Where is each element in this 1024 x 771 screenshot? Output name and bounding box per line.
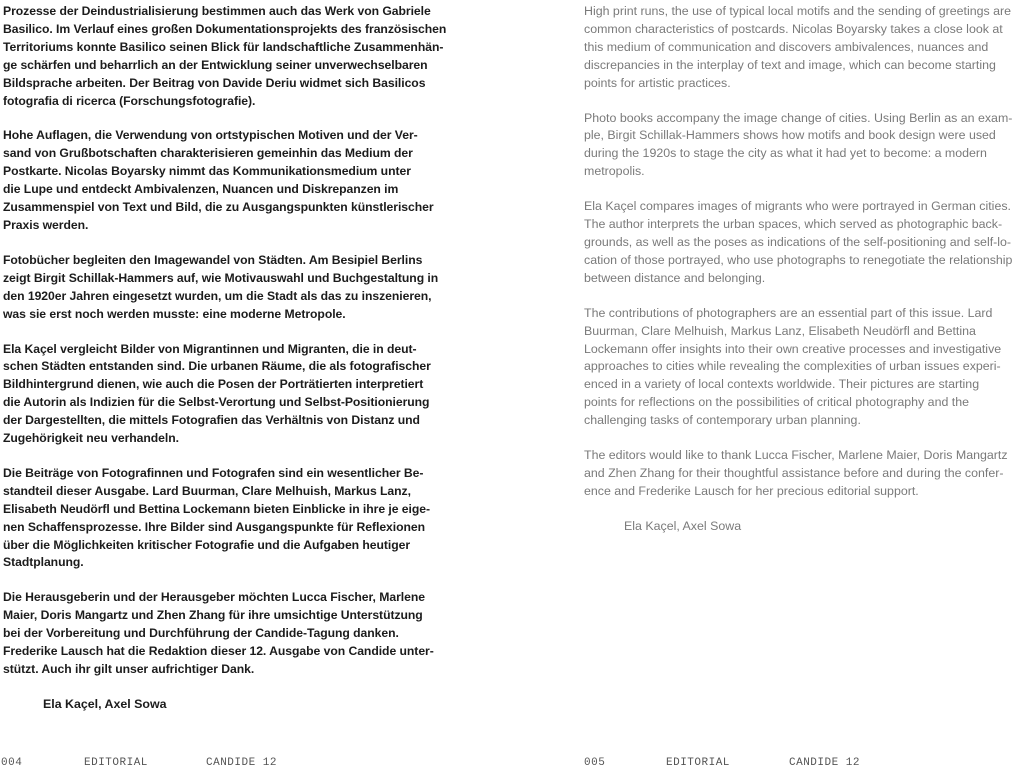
text-line: was sie erst noch werden musste: eine moderne Metropole. xyxy=(3,306,346,321)
text-line: Bildsprache arbeiten. Der Beitrag von Davide Deriu widmet sich Basilicos xyxy=(3,75,426,90)
text-line: Ela Kaçel compares images of migrants who were portrayed in German cities. xyxy=(584,199,1011,214)
text-line: Prozesse der Deindustrialisierung bestimmen auch das Werk von Gabriele xyxy=(3,4,431,18)
paragraph xyxy=(584,110,1012,182)
text-line: Maier, Doris Mangartz und Zhen Zhang für ihre umsichtige Unterstützung xyxy=(3,608,423,623)
paragraph xyxy=(584,3,1012,93)
text-line: Elisabeth Neudörfl und Bettina Lockemann bieten Einblicke in ihre je eige- xyxy=(3,501,431,516)
text-line: The editors would like to thank Lucca Fischer, Marlene Maier, Doris Mangartz xyxy=(584,448,1008,463)
text-line: Hohe Auflagen, die Verwendung von ortstypischen Motiven und der Ver- xyxy=(3,128,418,143)
text-line: stützt. Auch ihr gilt unser aufrichtiger Dank. xyxy=(3,662,255,676)
text-line: Zusammenspiel von Text und Bild, die zu Ausgangspunkten künstlerischer xyxy=(3,200,434,215)
text-line: standteil dieser Ausgabe. Lard Buurman, Clare Melhuish, Markus Lanz, xyxy=(3,483,411,498)
paragraph xyxy=(3,3,446,110)
text-line: points for artistic practices. xyxy=(584,75,731,90)
text-line: cation of those portrayed, who use photographs to renegotiate the relationship xyxy=(584,252,1013,267)
text-line: points for reflections on the possibilities of critical photography and the xyxy=(584,395,970,410)
text-line: Praxis werden. xyxy=(3,217,89,232)
text-line: Stadtplanung. xyxy=(3,555,84,570)
paragraph xyxy=(3,465,446,572)
text-line: Zugehörigkeit neu verhandeln. xyxy=(3,431,179,446)
text-line: discrepancies in the interplay of text and image, which can become starting xyxy=(584,57,996,72)
text-line: High print runs, the use of typical local motifs and the sending of greetings are xyxy=(584,4,1012,18)
section-label: EDITORIAL xyxy=(84,757,148,769)
paragraph xyxy=(3,252,446,324)
text-line: nen Schaffensprozesse. Ihre Bilder sind Ausgangspunkte für Reflexionen xyxy=(3,519,426,534)
publication-label: CANDIDE 12 xyxy=(789,757,861,769)
text-line: Ela Kaçel vergleicht Bilder von Migrantinnen und Migranten, die in deut- xyxy=(3,341,417,356)
text-line: die Autorin als Indizien für die Selbst-Verortung und Selbst-Positionierung xyxy=(3,395,430,410)
page-number: 005 xyxy=(584,757,606,769)
text-line: Lockemann offer insights into their own creative processes and investigative xyxy=(584,341,1002,356)
publication-label: CANDIDE 12 xyxy=(206,757,278,769)
german-editorial-text xyxy=(3,3,446,714)
paragraph xyxy=(584,305,1012,430)
text-line: enced in a variety of local contexts worldwide. Their pictures are starting xyxy=(584,377,980,392)
text-line: den 1920er Jahren eingesetzt wurden, um die Stadt als das zu inszenieren, xyxy=(3,288,432,303)
text-line: bei der Vorbereitung und Durchführung der Candide-Tagung danken. xyxy=(3,626,399,641)
text-line: zeigt Birgit Schillak-Hammers auf, wie Motivauswahl und Buchgestaltung in xyxy=(3,270,439,285)
text-line: ple, Birgit Schillak-Hammers shows how motifs and book design were used xyxy=(584,128,996,143)
text-line: Frederike Lausch hat die Redaktion dieser 12. Ausgabe von Candide unter- xyxy=(3,644,434,659)
text-line: and Zhen Zhang for their thoughtful assistance before and during the confer- xyxy=(584,465,1004,480)
text-line: between distance and belonging. xyxy=(584,270,766,285)
left-page-footer xyxy=(0,757,512,771)
text-line: Photo books accompany the image change of cities. Using Berlin as an exam- xyxy=(584,110,1013,125)
text-line: The author interprets the urban spaces, which served as photographic back- xyxy=(584,217,1003,232)
text-line: during the 1920s to stage the city as what it had yet to become: a modern xyxy=(584,146,987,161)
paragraph xyxy=(3,589,446,679)
text-line: Fotobücher begleiten den Imagewandel von Städten. Am Besipiel Berlins xyxy=(3,252,423,267)
text-line: The contributions of photographers are an essential part of this issue. Lard xyxy=(584,305,993,320)
text-line: Bildhintergrund dienen, wie auch die Posen der Porträtierten interpretiert xyxy=(3,377,424,392)
section-label: EDITORIAL xyxy=(666,757,730,769)
text-line: sand von Grußbotschaften charakterisieren gemeinhin das Medium der xyxy=(3,146,413,161)
paragraph xyxy=(3,341,446,448)
text-line: Die Beiträge von Fotografinnen und Fotografen sind ein wesentlicher Be- xyxy=(3,465,424,480)
text-line: Die Herausgeberin und der Herausgeber möchten Lucca Fischer, Marlene xyxy=(3,590,425,605)
text-line: ence and Frederike Lausch for her precious editorial support. xyxy=(584,483,919,498)
text-line: die Lupe und entdeckt Ambivalenzen, Nuancen und Diskrepanzen im xyxy=(3,182,399,197)
paragraph xyxy=(584,447,1012,501)
text-line: der Dargestellten, die mittels Fotografien das Verhältnis von Distanz und xyxy=(3,413,420,428)
english-editorial-text xyxy=(584,3,1012,536)
text-line: Basilico. Im Verlauf eines großen Dokumentationsprojekts des französischen xyxy=(3,21,447,36)
paragraph xyxy=(584,198,1012,288)
text-line: über die Möglichkeiten kritischer Fotografie und die Aufgaben heutiger xyxy=(3,537,411,552)
text-line: challenging tasks of contemporary urban planning. xyxy=(584,413,861,428)
text-line: Postkarte. Nicolas Boyarsky nimmt das Kommunikationsmedium unter xyxy=(3,164,411,179)
paragraph xyxy=(3,127,446,234)
editors-signature: Ela Kaçel, Axel Sowa xyxy=(624,518,742,533)
right-page xyxy=(512,0,1024,770)
text-line: common characteristics of postcards. Nicolas Boyarsky takes a close look at xyxy=(584,21,1003,36)
text-line: approaches to cities while revealing the complexities of urban issues experi- xyxy=(584,359,1001,374)
left-page xyxy=(0,0,512,770)
page-number: 004 xyxy=(1,757,23,769)
text-line: Territoriums konnte Basilico seinen Blick für landschaftliche Zusammenhän- xyxy=(3,39,444,54)
editors-signature: Ela Kaçel, Axel Sowa xyxy=(43,696,167,711)
text-line: Buurman, Clare Melhuish, Markus Lanz, Elisabeth Neudörfl and Bettina xyxy=(584,323,976,338)
text-line: schen Städten entstanden sind. Die urbanen Räume, die als fotografischer xyxy=(3,359,431,374)
text-line: metropolis. xyxy=(584,164,645,179)
text-line: fotografia di ricerca (Forschungsfotografie). xyxy=(3,93,256,108)
right-page-footer xyxy=(512,757,1024,771)
text-line: ge schärfen und beharrlich an der Entwicklung seiner unverwechselbaren xyxy=(3,57,428,72)
text-line: this medium of communication and discovers ambivalences, nuances and xyxy=(584,39,989,54)
text-line: grounds, as well as the poses as indications of the self-positioning and self-lo- xyxy=(584,234,1012,249)
